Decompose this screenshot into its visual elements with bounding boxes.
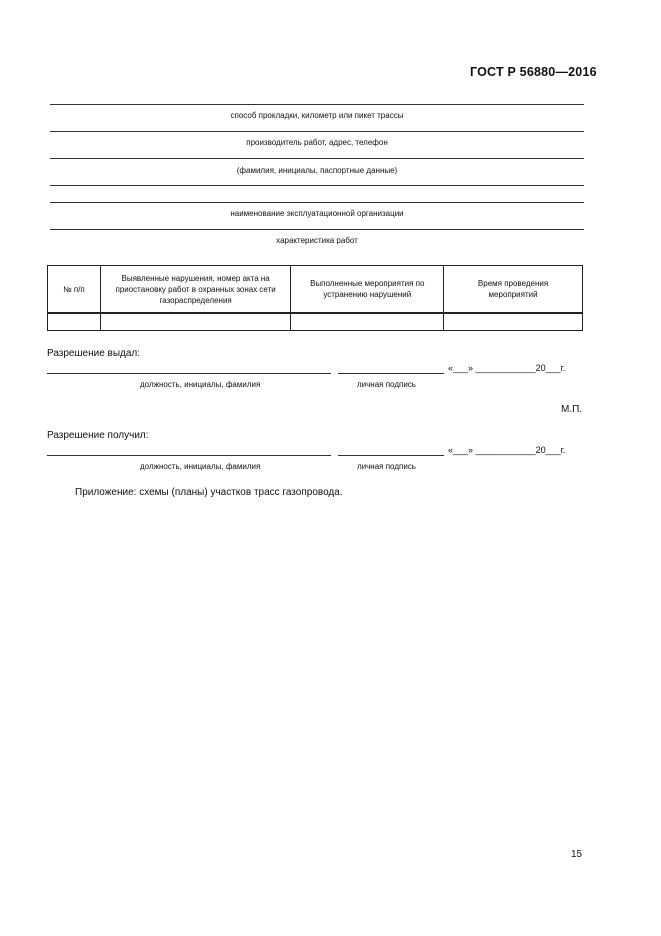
- field-caption-works: характеристика работ: [276, 236, 358, 245]
- table-cell[interactable]: [48, 313, 101, 331]
- issued-caption-signature: личная подпись: [357, 380, 416, 389]
- field-caption-contractor: производитель работ, адрес, телефон: [246, 138, 388, 147]
- table-cell[interactable]: [444, 313, 583, 331]
- appendix-note: Приложение: схемы (планы) участков трасс газопровода.: [75, 487, 343, 498]
- field-caption-organization: наименование эксплуатационной организации: [230, 209, 404, 218]
- field-line-person: [50, 158, 584, 159]
- column-header-time: Время проведения мероприятий: [444, 266, 583, 314]
- received-date-line[interactable]: «___» ____________20___г.: [448, 445, 566, 455]
- page-number: 15: [571, 849, 583, 860]
- received-position-line[interactable]: [47, 455, 331, 456]
- field-line-extra-1: [50, 185, 584, 186]
- document-code: ГОСТ Р 56880—2016: [470, 65, 597, 79]
- issued-date-line[interactable]: «___» ____________20___г.: [448, 363, 566, 373]
- field-caption-route: способ прокладки, километр или пикет трассы: [230, 111, 404, 120]
- received-signature-line[interactable]: [338, 455, 444, 456]
- table-header-row: [48, 266, 583, 314]
- field-line-route: [50, 104, 584, 105]
- table-row: [48, 313, 583, 331]
- column-header-measures: Выполненные мероприятия по устранению нарушений: [291, 266, 444, 314]
- permit-received-label: Разрешение получил:: [47, 430, 149, 441]
- field-line-works: [50, 229, 584, 230]
- field-line-organization: [50, 202, 584, 203]
- permit-issued-label: Разрешение выдал:: [47, 348, 141, 359]
- table-cell[interactable]: [100, 313, 291, 331]
- field-caption-person: (фамилия, инициалы, паспортные данные): [236, 166, 398, 175]
- field-line-contractor: [50, 131, 584, 132]
- stamp-place: М.П.: [561, 404, 583, 415]
- table-cell[interactable]: [291, 313, 444, 331]
- issued-position-line[interactable]: [47, 373, 331, 374]
- received-caption-position: должность, инициалы, фамилия: [140, 462, 261, 471]
- violations-table: [47, 265, 583, 331]
- issued-caption-position: должность, инициалы, фамилия: [140, 380, 261, 389]
- column-header-violations: Выявленные нарушения, номер акта на приостановку работ в охранных зонах сети газораспределения: [100, 266, 291, 314]
- issued-signature-line[interactable]: [338, 373, 444, 374]
- column-header-number: № п/п: [48, 266, 101, 314]
- received-caption-signature: личная подпись: [357, 462, 416, 471]
